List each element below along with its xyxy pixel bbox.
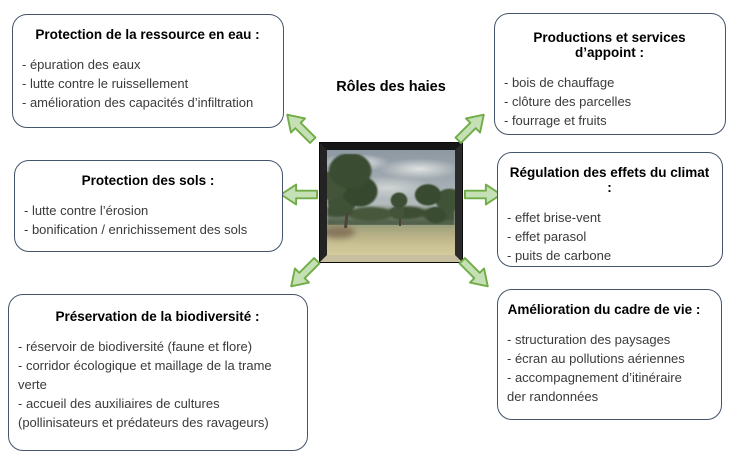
box-title: Amélioration du cadre de vie : xyxy=(507,302,701,317)
list-item: - effet brise-vent xyxy=(507,210,601,225)
hedgerow-photo-scene xyxy=(327,150,455,255)
list-item: - fourrage et fruits xyxy=(504,113,607,128)
list-item: - réservoir de biodiversité (faune et flore) xyxy=(18,339,253,354)
box-title: Régulation des effets du climat : xyxy=(509,165,710,195)
list-item: - bois de chauffage xyxy=(504,75,615,90)
diagram-title: Rôles des haies xyxy=(336,79,446,95)
list-item: - bonification / enrichissement des sols xyxy=(24,222,248,237)
box-title: Préservation de la biodiversité : xyxy=(55,309,260,324)
list-item: - amélioration des capacités d’infiltration xyxy=(22,95,254,110)
list-item: - clôture des parcelles xyxy=(504,94,632,109)
arrow-up-left-icon xyxy=(278,106,321,149)
box-productions-services xyxy=(494,13,726,135)
list-item: - lutte contre le ruissellement xyxy=(22,76,189,91)
list-item: - écran au pollutions aériennes xyxy=(507,351,685,366)
right-tree-graphic xyxy=(409,177,455,227)
hedgerow-photo xyxy=(320,143,462,262)
list-item: - lutte contre l’érosion xyxy=(24,203,149,218)
box-title: Productions et services d’appoint : xyxy=(533,30,686,60)
list-item: - structuration des paysages xyxy=(507,332,671,347)
list-item: - accueil des auxiliaires de cultures (pollinisateurs et prédateurs des ravageurs) xyxy=(18,396,269,430)
list-item: - effet parasol xyxy=(507,229,587,244)
large-tree-graphic xyxy=(327,154,379,223)
list-item: - puits de carbone xyxy=(507,248,612,263)
mid-tree-graphic xyxy=(387,188,411,224)
box-preservation-biodiversite xyxy=(8,294,308,451)
box-protection-sols xyxy=(14,160,283,252)
box-regulation-climat xyxy=(497,152,723,267)
arrow-left-icon xyxy=(280,183,318,206)
box-title: Protection de la ressource en eau : xyxy=(35,27,260,42)
list-item: - épuration des eaux xyxy=(22,57,141,72)
box-amelioration-cadre-vie xyxy=(497,289,722,420)
box-protection-ressource-eau xyxy=(12,14,284,128)
list-item: - corridor écologique et maillage de la trame verte xyxy=(18,358,272,392)
box-title: Protection des sols : xyxy=(81,173,215,188)
list-item: - accompagnement d’itinéraire der randonnées xyxy=(507,370,682,404)
